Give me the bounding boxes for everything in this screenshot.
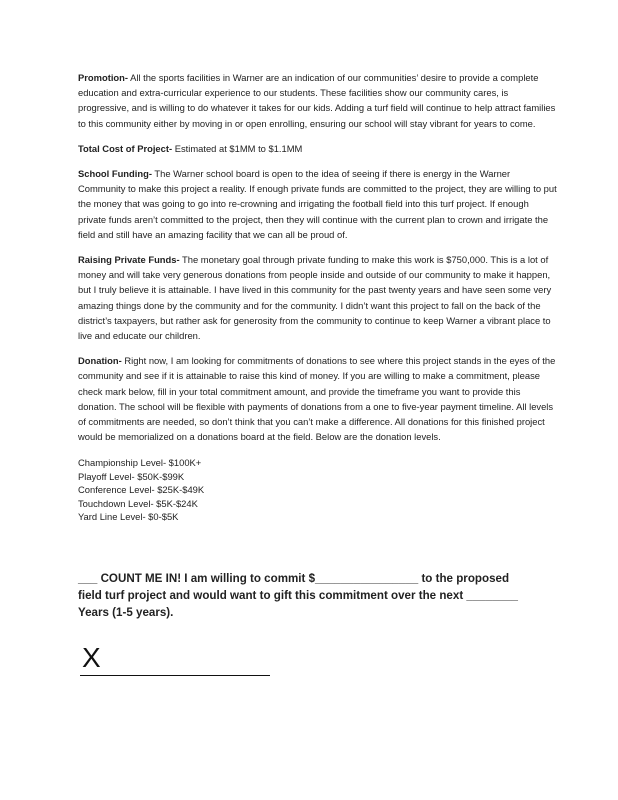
cost-text: Estimated at $1MM to $1.1MM (172, 142, 303, 154)
cost-paragraph (78, 141, 558, 156)
level-conference: Conference Level- $25K-$49K (78, 484, 205, 496)
letter-body (78, 70, 558, 524)
promotion-paragraph (78, 70, 558, 131)
donation-paragraph (78, 353, 558, 444)
level-championship: Championship Level- $100K+ (78, 457, 202, 469)
commitment-form[interactable] (78, 570, 548, 621)
school-funding-heading: School Funding- (78, 168, 152, 180)
school-funding-text: The Warner school board is open to the idea of seeing if there is energy in the Warner Community to make this project a reality. If enough private funds are committed to the project, they are willing to put the money that was going to go into re-crowning and irrigating the football field into this turf project. If enough private funds aren’t committed to the project, then they will continue with the current plan to crown and irrigate the field and still have an amazing facility that we can all be proud of. (78, 168, 557, 240)
donation-text: Right now, I am looking for commitments of donations to see where this project stands in the eyes of the community and see if it is attainable to raise this kind of money. If you are willing to make a commitment, please check mark below, fill in your total commitment amount, and provide the timeframe you want to provide this donation. The school will be flexible with payments of donations from a one to five-year payment timeline. All levels of commitments are needed, so don’t think that you can’t make a difference. All donations for this finished project would be memorialized on a donations board at the field. Below are the donation levels. (78, 355, 556, 443)
signature-line[interactable] (80, 675, 270, 676)
private-funds-heading: Raising Private Funds- (78, 254, 180, 266)
commitment-line-2[interactable]: field turf project and would want to gift this commitment over the next ________ (78, 589, 518, 602)
signature-mark: X (82, 642, 101, 673)
donation-levels-list (78, 456, 558, 524)
commitment-line-1[interactable]: ___ COUNT ME IN! I am willing to commit $________________ to the proposed (78, 572, 510, 585)
private-funds-text: The monetary goal through private funding to make this work is $750,000. This is a lot of money and will take very generous donations from people inside and outside of our community to make it happen, but I truly believe it is attainable. I have lived in this community for the past twenty years and have seen some very amazing things done by the community and for the community. I didn’t want this project to fall on the back of the district’s taxpayers, but rather ask for generosity from the community to continue to keep Warner a vibrant place to live and educate our children. (78, 254, 552, 342)
private-funds-paragraph (78, 252, 558, 343)
commitment-line-3: Years (1-5 years). (78, 606, 174, 619)
promotion-heading: Promotion- (78, 72, 128, 83)
school-funding-paragraph (78, 166, 558, 242)
donation-heading: Donation- (78, 355, 122, 367)
level-playoff: Playoff Level- $50K-$99K (78, 470, 185, 482)
cost-heading: Total Cost of Project- (78, 142, 173, 154)
level-touchdown: Touchdown Level- $5K-$24K (78, 497, 198, 509)
level-yard-line: Yard Line Level- $0-$5K (78, 511, 179, 523)
promotion-text: All the sports facilities in Warner are an indication of our communities’ desire to provide a complete education and extra-curricular experience to our students. These facilities show our community cares, is progressive, and is willing to do whatever it takes for our kids. Adding a turf field will continue to help attract families to this community either by moving in or open enrolling, ensuring our school will stay vibrant for years to come. (78, 72, 556, 129)
